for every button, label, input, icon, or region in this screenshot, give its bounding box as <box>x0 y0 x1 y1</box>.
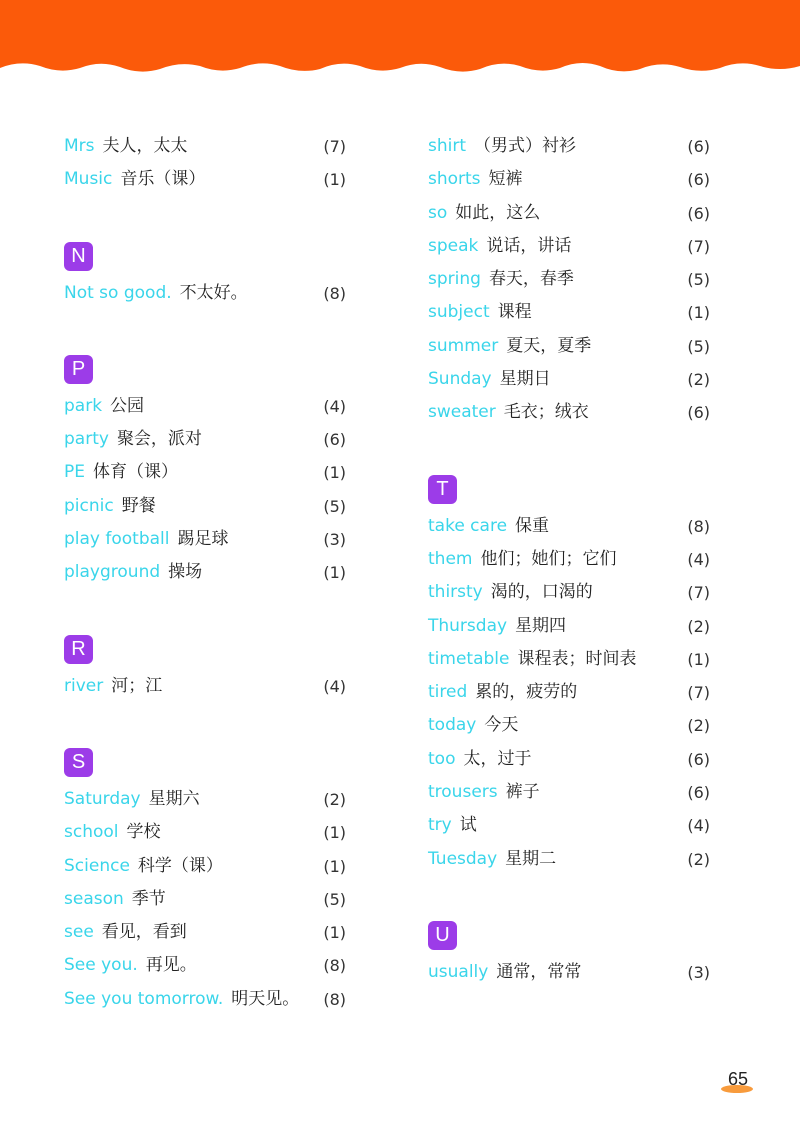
vocab-unit: (1) <box>323 563 346 583</box>
vocab-entry <box>428 576 718 609</box>
vocab-entry <box>428 296 718 329</box>
vocab-entry <box>64 163 354 196</box>
vocab-entry <box>64 523 354 556</box>
vocab-meaning: 说话，讲话 <box>486 235 572 256</box>
vocab-meaning: 保重 <box>515 515 550 536</box>
vocab-entry <box>64 883 354 916</box>
letter-heading <box>428 470 718 510</box>
vocab-entry <box>428 776 718 809</box>
vocab-word: river <box>64 675 104 696</box>
vocab-word: park <box>64 395 103 416</box>
vocab-word: Music <box>64 169 113 190</box>
vocab-meaning: 如此，这么 <box>455 202 541 223</box>
vocab-meaning: 星期日 <box>499 369 551 390</box>
vocab-unit: (7) <box>687 683 710 703</box>
vocab-unit: (8) <box>323 956 346 976</box>
vocab-meaning: 星期六 <box>148 788 200 809</box>
vocab-word: Science <box>64 855 130 876</box>
vocab-meaning: 踢足球 <box>177 529 229 550</box>
vocab-word: playground <box>64 562 161 583</box>
vocab-entry <box>428 363 718 396</box>
vocab-word: so <box>428 202 448 223</box>
vocab-meaning: 星期二 <box>505 848 557 869</box>
vocab-word: timetable <box>428 648 510 669</box>
letter-badge: P <box>64 355 93 384</box>
letter-heading <box>64 237 354 277</box>
vocab-unit: (6) <box>687 783 710 803</box>
vocab-entry <box>428 843 718 876</box>
vocab-entry <box>64 850 354 883</box>
vocab-meaning: 通常，常常 <box>496 961 582 982</box>
vocab-entry <box>428 676 718 709</box>
vocab-entry <box>64 277 354 310</box>
vocab-entry <box>428 709 718 742</box>
vocab-meaning: 音乐（课） <box>120 169 206 190</box>
vocab-meaning: 不太好。 <box>179 282 248 303</box>
vocab-entry <box>428 163 718 196</box>
vocab-unit: (1) <box>687 303 710 323</box>
vocab-word: trousers <box>428 782 498 803</box>
vocab-entry <box>428 610 718 643</box>
vocab-meaning: 学校 <box>126 822 161 843</box>
vocab-meaning: 他们；她们；它们 <box>480 548 617 569</box>
vocab-unit: (2) <box>687 616 710 636</box>
vocab-entry <box>428 743 718 776</box>
vocab-meaning: 操场 <box>168 562 203 583</box>
vocab-unit: (4) <box>323 396 346 416</box>
letter-badge: N <box>64 242 93 271</box>
vocab-meaning: 看见，看到 <box>101 922 187 943</box>
vocab-word: Thursday <box>428 615 508 636</box>
vocab-meaning: （男式）衬衫 <box>474 136 577 156</box>
vocab-meaning: 短裤 <box>488 169 523 190</box>
vocab-meaning: 今天 <box>484 715 519 736</box>
vocab-unit: (5) <box>687 336 710 356</box>
vocab-meaning: 课程 <box>497 302 532 323</box>
vocab-entry <box>64 783 354 816</box>
vocab-entry <box>64 816 354 849</box>
vocab-unit: (2) <box>323 789 346 809</box>
vocab-word: PE <box>64 462 85 483</box>
vocab-unit: (7) <box>687 583 710 603</box>
vocab-unit: (1) <box>687 649 710 669</box>
vocab-unit: (6) <box>687 403 710 423</box>
vocab-meaning: 公园 <box>110 395 145 416</box>
vocab-meaning: 太，过于 <box>463 748 532 769</box>
letter-badge: S <box>64 748 93 777</box>
vocab-unit: (8) <box>323 283 346 303</box>
vocab-unit: (6) <box>687 137 710 156</box>
vocab-unit: (8) <box>687 516 710 536</box>
vocab-entry <box>64 670 354 703</box>
vocab-entry <box>428 543 718 576</box>
vocab-unit: (3) <box>687 962 710 982</box>
vocab-word: Saturday <box>64 788 141 809</box>
vocab-entry <box>64 490 354 523</box>
section-gap <box>64 703 354 743</box>
vocab-unit: (6) <box>687 749 710 769</box>
vocab-unit: (2) <box>687 370 710 390</box>
vocab-word: Mrs <box>64 136 95 156</box>
vocab-unit: (1) <box>323 170 346 190</box>
section-gap <box>428 430 718 470</box>
vocab-word: speak <box>428 235 479 256</box>
vocab-word: season <box>64 888 124 909</box>
letter-heading <box>428 916 718 956</box>
page-number: 65 <box>727 1069 749 1089</box>
top-banner <box>0 0 800 80</box>
vocab-entry <box>428 809 718 842</box>
letter-badge: R <box>64 635 93 664</box>
vocab-unit: (2) <box>687 849 710 869</box>
section-gap <box>64 197 354 237</box>
section-gap <box>64 310 354 350</box>
vocab-meaning: 试 <box>459 815 477 836</box>
vocab-meaning: 星期四 <box>515 615 567 636</box>
vocab-entry <box>428 130 718 163</box>
vocab-meaning: 体育（课） <box>93 462 178 483</box>
vocab-unit: (8) <box>323 989 346 1009</box>
vocab-entry <box>428 263 718 296</box>
vocab-word: Sunday <box>428 369 492 390</box>
vocab-word: them <box>428 548 473 569</box>
vocab-word: see <box>64 922 94 943</box>
vocab-unit: (3) <box>323 530 346 550</box>
vocab-meaning: 夫人，太太 <box>102 136 188 156</box>
vocab-word: See you. <box>64 955 138 976</box>
vocab-entry <box>428 197 718 230</box>
vocab-word: too <box>428 748 456 769</box>
vocab-word: shorts <box>428 169 481 190</box>
vocab-unit: (4) <box>687 816 710 836</box>
vocab-word: sweater <box>428 402 496 423</box>
vocab-entry <box>64 949 354 982</box>
vocab-meaning: 季节 <box>131 888 166 909</box>
vocab-meaning: 野餐 <box>121 495 156 516</box>
vocab-unit: (1) <box>323 823 346 843</box>
vocab-entry <box>64 423 354 456</box>
vocab-unit: (1) <box>323 463 346 483</box>
vocab-meaning: 毛衣；绒衣 <box>503 402 589 423</box>
vocab-word: usually <box>428 961 489 982</box>
vocab-entry <box>428 643 718 676</box>
vocab-word: tired <box>428 682 468 703</box>
vocab-unit: (1) <box>323 856 346 876</box>
vocab-entry <box>428 330 718 363</box>
vocab-entry <box>64 916 354 949</box>
letter-heading <box>64 743 354 783</box>
vocab-entry <box>64 456 354 489</box>
vocab-unit: (7) <box>687 236 710 256</box>
vocab-meaning: 夏天，夏季 <box>506 335 592 356</box>
vocab-meaning: 再见。 <box>145 955 197 976</box>
vocab-word: party <box>64 429 109 450</box>
vocab-unit: (2) <box>687 716 710 736</box>
vocab-unit: (4) <box>323 676 346 696</box>
vocab-word: school <box>64 822 119 843</box>
vocab-word: See you tomorrow. <box>64 988 224 1009</box>
vocab-meaning: 聚会，派对 <box>116 429 202 450</box>
right-column <box>428 130 718 989</box>
vocab-word: try <box>428 815 452 836</box>
vocab-meaning: 春天，春季 <box>488 269 574 290</box>
vocab-word: today <box>428 715 477 736</box>
letter-heading <box>64 630 354 670</box>
vocab-unit: (7) <box>323 137 346 156</box>
vocab-unit: (1) <box>323 923 346 943</box>
vocab-unit: (6) <box>687 170 710 190</box>
letter-badge: T <box>428 475 457 504</box>
vocab-meaning: 裤子 <box>505 782 540 803</box>
vocab-word: picnic <box>64 495 114 516</box>
section-gap <box>64 590 354 630</box>
vocab-entry <box>428 396 718 429</box>
vocab-entry <box>64 390 354 423</box>
vocab-unit: (5) <box>323 496 346 516</box>
vocab-meaning: 累的，疲劳的 <box>475 682 578 703</box>
vocab-entry <box>428 510 718 543</box>
vocab-meaning: 科学（课） <box>137 855 223 876</box>
section-gap <box>428 876 718 916</box>
vocab-word: subject <box>428 302 490 323</box>
vocab-unit: (6) <box>687 203 710 223</box>
vocab-entry <box>64 556 354 589</box>
vocab-word: summer <box>428 335 499 356</box>
vocab-word: take care <box>428 515 508 536</box>
vocab-meaning: 河；江 <box>111 675 163 696</box>
vocab-word: Not so good. <box>64 282 172 303</box>
vocab-unit: (5) <box>687 270 710 290</box>
vocab-word: spring <box>428 269 481 290</box>
vocab-word: thirsty <box>428 582 483 603</box>
vocab-unit: (4) <box>687 549 710 569</box>
vocab-meaning: 课程表；时间表 <box>517 648 637 669</box>
vocab-word: Tuesday <box>428 848 498 869</box>
vocab-word: play football <box>64 529 170 550</box>
letter-heading <box>64 350 354 390</box>
vocab-meaning: 明天见。 <box>231 988 300 1009</box>
left-column <box>64 130 354 1016</box>
vocab-entry <box>64 983 354 1016</box>
letter-badge: U <box>428 921 457 950</box>
vocab-unit: (5) <box>323 889 346 909</box>
vocab-entry <box>428 230 718 263</box>
vocab-word: shirt <box>428 136 467 156</box>
vocab-unit: (6) <box>323 430 346 450</box>
vocab-entry <box>64 130 354 163</box>
vocab-meaning: 渴的，口渴的 <box>490 582 593 603</box>
vocab-entry <box>428 956 718 989</box>
